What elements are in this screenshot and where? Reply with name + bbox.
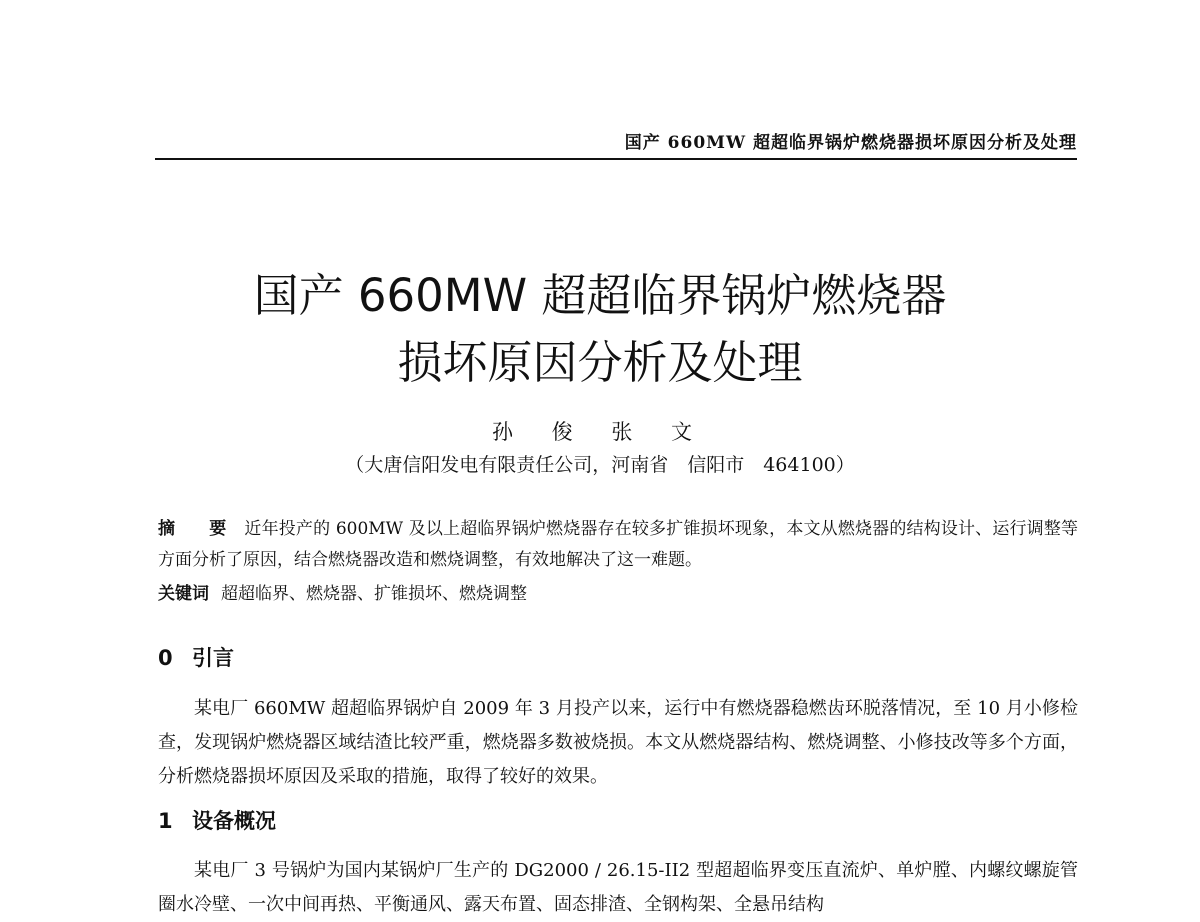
section-heading-introduction <box>158 642 234 672</box>
section-title: 引言 <box>192 646 234 670</box>
section-heading-equipment-overview <box>158 805 276 835</box>
paragraph-equipment-overview: 某电厂 3 号锅炉为国内某锅炉厂生产的 DG2000 / 26.15-II2 型超超临界变压直流炉、单炉膛、内螺纹螺旋管圈水冷壁、一次中间再热、平衡通风、露天布置、固态排渣、全钢构架、全悬吊结构 <box>158 860 1078 915</box>
authors: 孙 俊 张 文 <box>491 420 709 444</box>
keywords-text: 超超临界、燃烧器、扩锥损坏、燃烧调整 <box>221 584 527 604</box>
section-number: 0 <box>158 646 173 670</box>
keywords-label: 关键词 <box>158 584 209 604</box>
paper-title-line-2: 损坏原因分析及处理 <box>397 336 803 389</box>
section-number: 1 <box>158 809 173 833</box>
abstract <box>158 514 1078 576</box>
affiliation: （大唐信阳发电有限责任公司，河南省 信阳市 464100） <box>345 454 855 476</box>
paragraph-introduction: 某电厂 660MW 超超临界锅炉自 2009 年 3 月投产以来，运行中有燃烧器稳燃齿环脱落情况，至 10 月小修检查，发现锅炉燃烧器区域结渣比较严重，燃烧器多数被烧损。本文从燃烧器结构、燃烧调整、小修技改等多个方面，分析燃烧器损坏原因及采取的措施，取得了较好的效果。 <box>158 698 1078 787</box>
abstract-label: 摘 要 <box>158 519 241 539</box>
paper-title-line-1: 国产 660MW 超超临界锅炉燃烧器 <box>253 269 947 322</box>
abstract-text: 近年投产的 600MW 及以上超临界锅炉燃烧器存在较多扩锥损坏现象，本文从燃烧器的结构设计、运行调整等方面分析了原因，结合燃烧器改造和燃烧调整，有效地解决了这一难题。 <box>158 519 1078 570</box>
header-rule <box>155 158 1077 160</box>
keywords <box>158 579 1078 610</box>
section-title: 设备概况 <box>192 809 276 833</box>
running-header: 国产 660MW 超超临界锅炉燃烧器损坏原因分析及处理 <box>624 133 1077 153</box>
